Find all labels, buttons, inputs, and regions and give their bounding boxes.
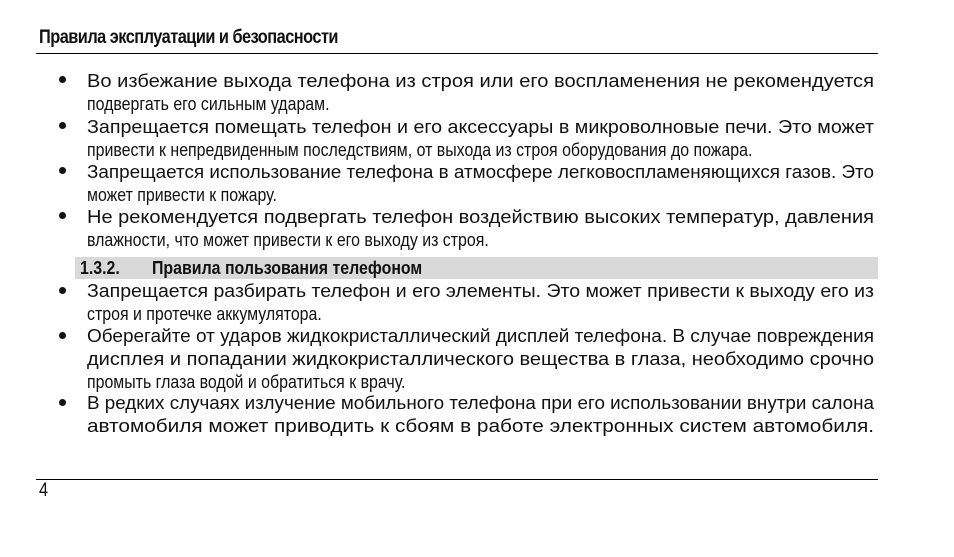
text-line: привести к непредвиденным последствиям, от выхода из строя оборудования до пожара. <box>87 139 753 160</box>
section-number: 1.3.2. <box>80 257 120 278</box>
bullet-icon <box>57 286 67 296</box>
text-line: автомобиля может приводить к сбоям в работе электронных систем автомобиля. <box>87 415 874 436</box>
footer-rule <box>36 479 878 480</box>
page-header-title: Правила эксплуатации и безопасности <box>39 27 338 48</box>
bullet-icon <box>57 398 67 408</box>
bullet-icon <box>57 166 67 176</box>
text-line: В редких случаях излучение мобильного телефона при его использовании внутри салона <box>87 392 874 413</box>
bullet-icon <box>57 331 67 341</box>
bullet-icon <box>57 75 67 85</box>
text-line: Запрещается помещать телефон и его аксессуары в микроволновые печи. Это может <box>87 116 874 137</box>
text-line: Не рекомендуется подвергать телефон воздействию высоких температур, давления <box>87 206 874 227</box>
text-line: влажности, что может привести к его выходу из строя. <box>87 229 489 250</box>
bullet-icon <box>57 121 67 131</box>
text-line: Во избежание выхода телефона из строя или его воспламенения не рекомендуется <box>87 70 874 91</box>
page-number: 4 <box>39 480 49 501</box>
bullet-icon <box>57 211 67 221</box>
text-line: Запрещается использование телефона в атмосфере легковоспламеняющихся газов. Это <box>87 161 875 182</box>
text-line: строя и протечке аккумулятора. <box>87 303 322 324</box>
text-line: может привести к пожару. <box>87 184 277 205</box>
text-line: дисплея и попадании жидкокристаллического вещества в глаза, необходимо срочно <box>87 348 874 369</box>
header-rule <box>36 53 878 54</box>
text-line: Запрещается разбирать телефон и его элементы. Это может привести к выходу его из <box>87 280 874 301</box>
section-title: Правила пользования телефоном <box>152 257 423 278</box>
text-line: промыть глаза водой и обратиться к врачу. <box>87 371 406 392</box>
text-line: подвергать его сильным ударам. <box>87 93 330 114</box>
text-line: Оберегайте от ударов жидкокристаллический дисплей телефона. В случае повреждения <box>87 325 874 346</box>
